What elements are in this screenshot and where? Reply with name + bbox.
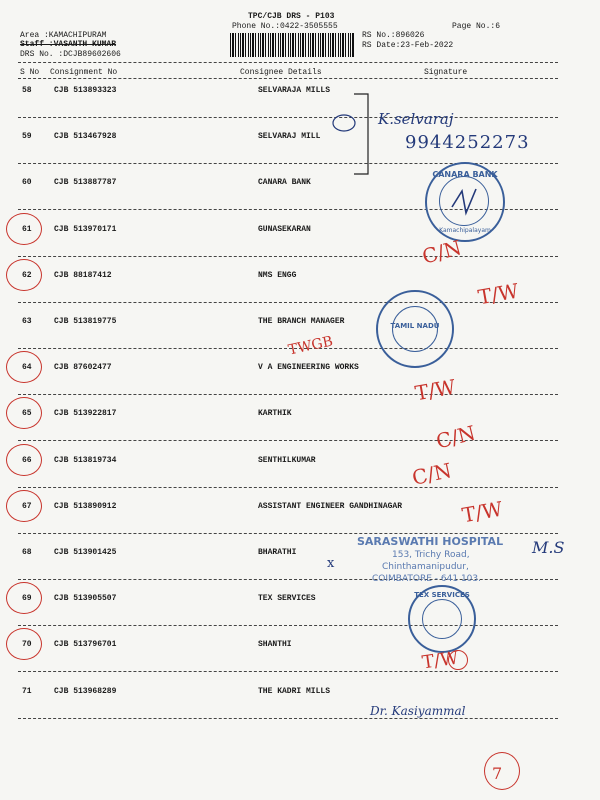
- cn-mark-1: C/N: [419, 235, 464, 269]
- sno-red-circle: [6, 397, 42, 429]
- cn-mark-2: C/N: [433, 420, 478, 454]
- row-consignment: CJB 87602477: [54, 363, 112, 372]
- sno-red-circle: [6, 490, 42, 522]
- drs-number: DRS No. :DCJB89602606: [20, 50, 121, 59]
- small-red-circle: [448, 650, 468, 670]
- row-divider: [18, 718, 558, 719]
- columns-divider: [18, 78, 558, 79]
- x-mark: x: [327, 556, 335, 571]
- signature-71: Dr. Kasiyammal: [370, 704, 466, 718]
- row-consignee: SENTHILKUMAR: [258, 456, 316, 465]
- row-consignment: CJB 513467928: [54, 132, 117, 141]
- row-divider: [18, 117, 558, 118]
- tw-mark-2: TWGB: [286, 333, 335, 359]
- row-consignment: CJB 88187412: [54, 271, 112, 280]
- sno-red-circle: [6, 259, 42, 291]
- row-divider: [18, 256, 558, 257]
- row-divider: [18, 533, 558, 534]
- hospital-name-stamp: SARASWATHI HOSPITAL: [357, 535, 504, 548]
- sno-red-circle: [6, 444, 42, 476]
- canara-bank-stamp: [425, 162, 505, 242]
- tex-services-stamp: [408, 585, 476, 653]
- header-divider: [18, 62, 558, 63]
- sno-red-circle: [6, 351, 42, 383]
- row-consignee: V A ENGINEERING WORKS: [258, 363, 359, 372]
- row-consignment: CJB 513922817: [54, 409, 117, 418]
- row-consignee: SELVARAJ MILL: [258, 132, 321, 141]
- phone-number: Phone No.:0422-3505555: [232, 22, 338, 31]
- row-sno: 70: [22, 640, 32, 649]
- row-consignee: NMS ENGG: [258, 271, 297, 280]
- row-consignee: THE BRANCH MANAGER: [258, 317, 345, 326]
- stamp-text: TAMIL NADU: [390, 322, 440, 330]
- row-sno: 67: [22, 502, 32, 511]
- tamil-nadu-stamp: [376, 290, 454, 368]
- tw-mark-3: T/W: [413, 374, 458, 406]
- row-consignment: CJB 513893323: [54, 86, 117, 95]
- col-signature: Signature: [424, 68, 468, 77]
- rs-date: RS Date:23-Feb-2022: [362, 41, 454, 50]
- drs-title: TPC/CJB DRS - P103: [248, 12, 335, 21]
- row-consignee: KARTHIK: [258, 409, 292, 418]
- signature-scribble-icon: [448, 185, 482, 219]
- sno-red-circle: [6, 582, 42, 614]
- row-consignment: CJB 513905507: [54, 594, 117, 603]
- row-consignee: TEX SERVICES: [258, 594, 316, 603]
- row-consignee: SHANTHI: [258, 640, 292, 649]
- page-count-mark: 7: [492, 764, 503, 783]
- col-consignee: Consignee Details: [240, 68, 322, 77]
- bracket-mark: [350, 90, 380, 180]
- row-consignee: CANARA BANK: [258, 178, 311, 187]
- tw-mark-5: T/W: [420, 647, 460, 674]
- row-divider: [18, 671, 558, 672]
- page-number: Page No.:6: [452, 22, 501, 31]
- tw-mark-4: T/W: [460, 496, 505, 528]
- canara-stamp-sub: Kamachipalayam: [439, 227, 491, 234]
- area-label: Area :KAMACHIPURAM: [20, 31, 107, 40]
- row-sno: 65: [22, 409, 32, 418]
- row-consignee: BHARATHI: [258, 548, 297, 557]
- row-consignee: SELVARAJA MILLS: [258, 86, 331, 95]
- row-divider: [18, 487, 558, 488]
- col-consignment: Consignment No: [50, 68, 118, 77]
- sno-red-circle: [6, 213, 42, 245]
- row-consignment: CJB 513970171: [54, 225, 117, 234]
- row-sno: 69: [22, 594, 32, 603]
- row-consignment: CJB 513819775: [54, 317, 117, 326]
- row-consignment: CJB 513890912: [54, 502, 117, 511]
- row-consignment: CJB 513901425: [54, 548, 117, 557]
- rs-number: RS No.:896026: [362, 31, 425, 40]
- col-sno: S No: [20, 68, 40, 77]
- row-consignee: THE KADRI MILLS: [258, 687, 331, 696]
- row-sno: 59: [22, 132, 32, 141]
- initials-68: M.S: [532, 538, 565, 557]
- row-divider: [18, 302, 558, 303]
- barcode: [230, 33, 354, 57]
- row-sno: 61: [22, 225, 32, 234]
- handwritten-name: K.selvaraj: [378, 110, 454, 128]
- row-sno: 63: [22, 317, 32, 326]
- row-consignment: CJB 513796701: [54, 640, 117, 649]
- row-sno: 71: [22, 687, 32, 696]
- row-divider: [18, 625, 558, 626]
- tw-mark-1: T/W: [476, 278, 521, 310]
- cn-mark-3: C/N: [409, 458, 454, 490]
- row-consignment: CJB 513819734: [54, 456, 117, 465]
- row-sno: 60: [22, 178, 32, 187]
- row-consignment: CJB 513968289: [54, 687, 117, 696]
- row-divider: [18, 394, 558, 395]
- canara-stamp-text: CANARA BANK: [432, 170, 498, 179]
- handwritten-phone: 9944252273: [405, 132, 530, 153]
- row-consignee: ASSISTANT ENGINEER GANDHINAGAR: [258, 502, 403, 511]
- page-count-circle: [484, 752, 520, 790]
- hospital-address-1: 153, Trichy Road,: [392, 550, 470, 560]
- hospital-address-2: Chinthamanipudur,: [382, 562, 469, 572]
- row-sno: 58: [22, 86, 32, 95]
- row-sno: 64: [22, 363, 32, 372]
- row-consignment: CJB 513887787: [54, 178, 117, 187]
- row-sno: 62: [22, 271, 32, 280]
- tex-stamp-text: TEX SERVICES: [414, 591, 470, 599]
- hospital-address-3: COIMBATORE - 641 103.: [372, 574, 481, 584]
- staff-label: Staff :VASANTH KUMAR: [20, 40, 117, 49]
- small-signature-loop: [330, 112, 360, 134]
- sno-red-circle: [6, 628, 42, 660]
- row-sno: 66: [22, 456, 32, 465]
- row-sno: 68: [22, 548, 32, 557]
- row-consignee: GUNASEKARAN: [258, 225, 311, 234]
